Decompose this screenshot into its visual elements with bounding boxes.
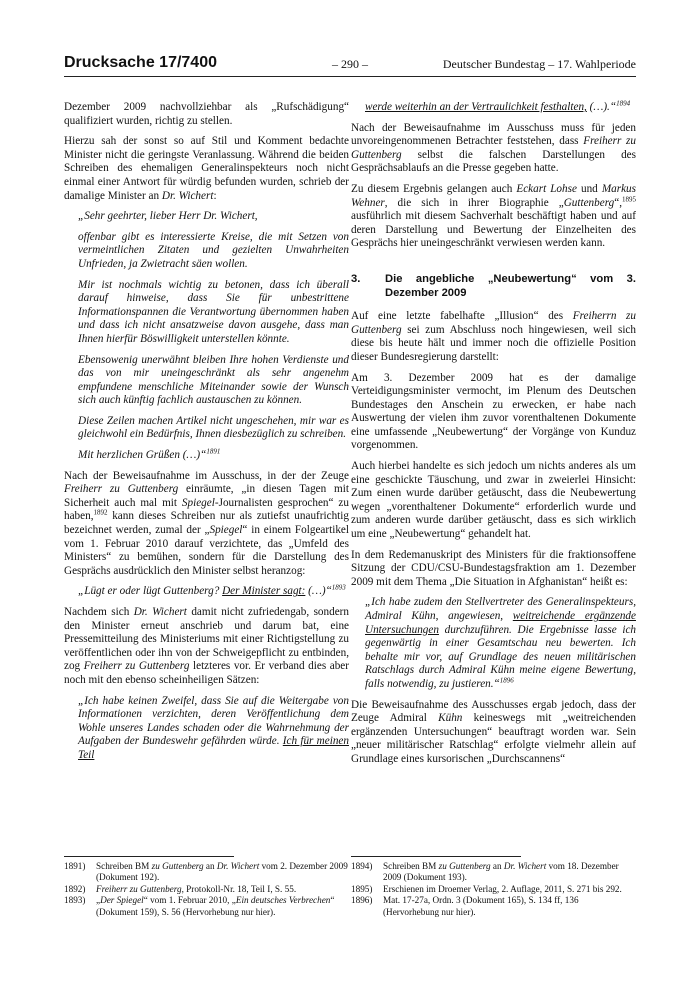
- footnote-divider: [351, 856, 521, 857]
- footnotes-left: [64, 856, 349, 918]
- drucksache-number: Drucksache 17/7400: [64, 54, 217, 71]
- footnote: 1893) „Der Spiegel“ vom 1. Februar 2010, „Ein deutsches Verbrechen“ (Dokument 159), S. 56 (Hervorhebung nur hier).: [64, 895, 335, 917]
- footnote-ref: 1895: [622, 194, 636, 203]
- section-heading: [351, 273, 636, 300]
- footnote-ref: 1891: [206, 447, 221, 456]
- footnote-ref: 1893: [331, 583, 346, 592]
- footnote: 1894) Schreiben BM zu Guttenberg an Dr. Wichert vom 18. Dezember 2009 (Dokument 193).: [351, 861, 619, 883]
- quote-paragraph: Mit herzlichen Grüßen (…)“$^{1891}$: [78, 447, 221, 462]
- paragraph: Zu diesem Ergebnis gelangen auch Eckart Lohse und Markus Wehner, die sich in ihrer Biographie „Guttenberg“,$^{1895}$ ausführlich mit diesem Sachverhalt beschäftigt haben und auf deren Darstellung und Bewertung der Einzelheiten des Gesprächs hier uneingeschränkt verwiesen werden kann.: [351, 182, 636, 250]
- footnote: 1892) Freiherr zu Guttenberg, Protokoll-Nr. 18, Teil I, S. 55.: [64, 883, 297, 894]
- paragraph: Am 3. Dezember 2009 hat es der damalige Verteidigungsminister vermocht, im Plenum des Deutschen Bundestages den Anschein zu erwecken, er habe nach Auswertung der vielen ihm zuvor vorenthaltenen Dokumente eine umfassende „Neubewertung“ der Vorgänge von Kunduz vorgenommen.: [351, 371, 636, 452]
- footnote: 1895) Erschienen im Droemer Verlag, 2. Auflage, 2011, S. 271 bis 292.: [351, 883, 622, 894]
- quote-paragraph: „Ich habe zudem den Stellvertreter des Generalinspekteurs, Admiral Kühn, angewiesen, weitreichende ergänzende Untersuchungen durchzuführen. Die Ergebnisse lasse ich gegenwärtig in einer Gesamtschau neu bewerten. Ich behalte mir vor, auf Grundlage des neuen militärischen Ratschlags durch Admiral Kühn meine eigene Bewertung, falls notwendig, zu justieren.“$^{1896}$: [365, 596, 636, 690]
- paragraph: Auf eine letzte fabelhafte „Illusion“ des Freiherrn zu Guttenberg sei zum Abschluss noch hingewiesen, weil sich diese bis heute hält und immer noch die offizielle Position dieser Bundesregierung darstellt:: [351, 310, 637, 363]
- quote-paragraph: „Ich habe keinen Zweifel, dass Sie auf die Weitergabe von Informationen verzichten, deren Veröffentlichung dem Wohle unseres Landes schaden oder die Wahrnehmung der Aufgaben der Bundeswehr gefährden würde. Ich für meinen Teil: [78, 694, 349, 761]
- quote-paragraph: Mir ist nochmals wichtig zu betonen, dass ich überall darauf hinweise, dass Sie für unbestrittene Informationspannen die Verantwortung übernommen haben und dass ich nicht ansatzweise davon ausgehe, dass man Ihnen hierfür Böswilligkeit unterstellen könnte.: [78, 278, 349, 345]
- quote-paragraph: Diese Zeilen machen Artikel nicht ungeschehen, mir war es gleichwohl ein Bedürfnis, Ihnen diesbezüglich zu schreiben.: [78, 414, 349, 441]
- quote-paragraph: offenbar gibt es interessierte Kreise, die mit Setzen von vermeintlichen Zitaten und gezielten Unwahrheiten Unfrieden, ja Zwietracht säen wollen.: [78, 230, 349, 270]
- right-column: [351, 101, 636, 774]
- page-header: [64, 54, 636, 77]
- section-title: Die angebliche „Neubewertung“ vom 3. Dezember 2009: [385, 272, 636, 299]
- paragraph: Dezember 2009 nachvollziehbar als „Rufschädigung“ qualifiziert wurden, richtig zu stellen.: [64, 101, 349, 127]
- quote-paragraph: werde weiterhin an der Vertraulichkeit festhalten, (…).“$^{1894}$: [365, 99, 631, 113]
- left-column: [64, 101, 349, 770]
- footnotes-right: [351, 856, 636, 918]
- header-periode: Deutscher Bundestag – 17. Wahlperiode: [442, 57, 636, 71]
- quote-paragraph: Ebensowenig unerwähnt bleiben Ihre hohen Verdienste und das von mir uneingeschränkt als sehr angenehm empfundene menschliche Miteinander sowie der Wunsch sich auch künftig fachlich austauschen zu können.: [78, 353, 349, 407]
- footnote: 1891) Schreiben BM zu Guttenberg an Dr. Wichert vom 2. Dezember 2009 (Dokument 192).: [64, 861, 348, 883]
- paragraph: In dem Redemanuskript des Ministers für die fraktionsoffene Sitzung der CDU/CSU-Bundestagsfraktion am 1. Dezember 2009 mit dem Thema „Die Situation in Afghanistan“ heißt es:: [351, 548, 636, 588]
- footnote-ref: 1896: [499, 676, 514, 685]
- paragraph: Die Beweisaufnahme des Ausschusses ergab jedoch, dass der Zeuge Admiral Kühn keineswegs mit „weitreichenden ergänzenden Untersuchungen“ beauftragt worden war. Sein „neuer militärischer Ratschlag“ erfolgte vielmehr allein auf Grundlage eines kursorischen „Durchscannens“: [351, 698, 636, 765]
- section-number: 3.: [351, 272, 361, 285]
- footnote-ref: 1892: [93, 508, 108, 517]
- footnote: 1896) Mat. 17-27a, Ordn. 3 (Dokument 165), S. 134 ff, 136 (Hervorhebung nur hier).: [351, 895, 579, 917]
- paragraph: Hierzu sah der sonst so auf Stil und Komment bedachte Minister nicht die geringste Veranlassung. Während die beiden Schreiben des ehemaligen Generalinspekteurs noch nicht einmal einer Antwort für würdig befunden wurden, schrieb der damalige Minister an Dr. Wichert:: [64, 135, 349, 202]
- paragraph: Auch hierbei handelte es sich jedoch um nichts anderes als um eine geschickte Täuschung, und zwar in zweierlei Hinsicht: Zum einen wurde darüber getäuscht, dass die Neubewertung wegen „vorenthaltener Dokumente“ erforderlich wurde und zum anderen wurde darüber getäuscht, dass es sich wirklich um eine „Neubewertung“ gehandelt hat.: [351, 460, 636, 541]
- quote-paragraph: „Lügt er oder lügt Guttenberg? Der Minister sagt: (…)“$^{1893}$: [78, 583, 346, 598]
- footnote-divider: [64, 856, 234, 857]
- footnote-ref: 1894: [616, 99, 631, 108]
- paragraph: Nach der Beweisaufnahme im Ausschuss, in der der Zeuge Freiherr zu Guttenberg einräumte, „in diesen Tagen mit Sicherheit auch mal mit Spiegel-Journalisten gesprochen“ zu haben,$^{1892}$ kann dieses Schreiben nur als zutiefst unaufrichtig bezeichnet werden, zumal der „Spiegel“ in einem Folgeartikel vom 1. Februar 2010 darauf verzichtete, das „Umfeld des Ministers“ zu bemühen, sondern für die Darstellung des Gesprächs ausdrücklich den Minister selbst heranzog:: [64, 469, 349, 577]
- quote-paragraph: „Sehr geehrter, lieber Herr Dr. Wichert,: [78, 210, 258, 223]
- paragraph: Nachdem sich Dr. Wichert damit nicht zufriedengab, sondern den Minister erneut anschrieb und darum bat, eine Pressemitteilung des Ministeriums mit einer Richtigstellung zu veröffentlichen oder ihn von der Schweigepflicht zu entbinden, zog Freiherr zu Guttenberg letzteres vor. Er verband dies aber noch mit den ebenso scheinheiligen Sätzen:: [64, 606, 349, 686]
- page-number: – 290 –: [332, 57, 368, 71]
- paragraph: Nach der Beweisaufnahme im Ausschuss muss für jeden unvoreingenommenen Betrachter feststehen, dass Freiherr zu Guttenberg selbst die falschen Darstellungen des Gesprächsablaufs an die Presse gegeben hatte.: [351, 121, 636, 175]
